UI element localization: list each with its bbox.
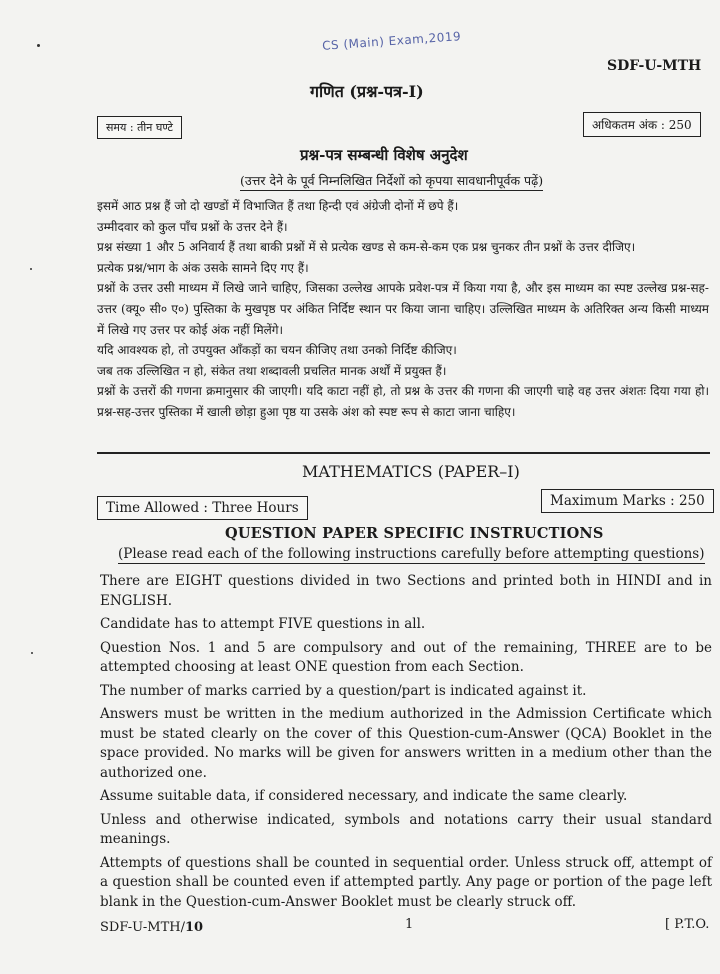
english-instruction: Unless and otherwise indicated, symbols and notations carry their usual standard meanings. <box>100 811 712 847</box>
hindi-max-marks-box: अधिकतम अंक : 250 <box>583 112 701 137</box>
page-number: 1 <box>405 917 414 932</box>
scan-speck <box>30 268 32 270</box>
english-time-box: Time Allowed : Three Hours <box>97 496 308 520</box>
english-title: MATHEMATICS (PAPER–I) <box>302 462 520 481</box>
hindi-instruction: यदि आवश्यक हो, तो उपयुक्त आँकड़ों का चयन कीजिए तथा उनको निर्दिष्ट कीजिए। <box>97 343 457 358</box>
exam-stamp: CS (Main) Exam,2019 <box>321 29 462 53</box>
english-subheading: (Please read each of the following instructions carefully before attempting questions) <box>118 546 705 562</box>
hindi-instruction: प्रत्येक प्रश्न/भाग के अंक उसके सामने दिए गए हैं। <box>97 260 309 275</box>
scan-speck <box>31 652 33 654</box>
english-instruction: There are EIGHT questions divided in two Sections and printed both in HINDI and in ENGLISH. <box>100 573 712 609</box>
english-instruction: Candidate has to attempt FIVE questions in all. <box>100 616 426 632</box>
hindi-instruction: प्रश्नों के उत्तरों की गणना क्रमानुसार की जाएगी। यदि काटा नहीं हो, तो प्रश्न के उत्तर की गणना की जाएगी चाहे वह उत्तर अंशतः दिया गया हो। प्रश्न-सह-उत्तर पुस्तिका में खाली छोड़ा हुआ पृष्ठ या उसके अंश को स्पष्ट रूप से काटा जाना चाहिए। <box>97 384 709 419</box>
section-divider <box>97 452 710 454</box>
paper-code: SDF-U-MTH <box>607 58 702 74</box>
english-instructions <box>100 572 712 916</box>
hindi-instruction: जब तक उल्लिखित न हो, संकेत तथा शब्दावली प्रचलित मानक अर्थों में प्रयुक्त हैं। <box>97 363 447 378</box>
hindi-instruction: प्रश्नों के उत्तर उसी माध्यम में लिखे जाने चाहिए, जिसका उल्लेख आपके प्रवेश-पत्र में किया गया है, और इस माध्यम का स्पष्ट उल्लेख प्रश्न-सह-उत्तर (क्यू० सी० ए०) पुस्तिका के मुखपृष्ठ पर अंकित निर्दिष्ट स्थान पर किया जाना चाहिए। उल्लिखित माध्यम के अतिरिक्त अन्य किसी माध्यम में लिखे गए उत्तर पर कोई अंक नहीं मिलेंगे। <box>97 281 709 337</box>
hindi-instruction: प्रश्न संख्या 1 और 5 अनिवार्य हैं तथा बाकी प्रश्नों में से प्रत्येक खण्ड से कम-से-कम एक प्रश्न चुनकर तीन प्रश्नों के उत्तर दीजिए। <box>97 240 636 255</box>
footer-code-prefix: SDF-U-MTH/ <box>100 920 185 935</box>
hindi-title: गणित (प्रश्न-पत्र-I) <box>310 82 424 101</box>
scan-speck <box>37 44 40 47</box>
english-instruction: Attempts of questions shall be counted in sequential order. Unless struck off, attempt of a question shall be counted even if attempted partly. Any page or portion of the page left blank in the Question-cum-Answer Booklet must be clearly struck off. <box>100 854 712 910</box>
english-instruction: Assume suitable data, if considered necessary, and indicate the same clearly. <box>100 788 628 804</box>
hindi-instruction: इसमें आठ प्रश्न हैं जो दो खण्डों में विभाजित हैं तथा हिन्दी एवं अंग्रेजी दोनों में छपे हैं। <box>97 199 459 213</box>
english-instruction: The number of marks carried by a question/part is indicated against it. <box>100 682 587 699</box>
footer-code-number: 10 <box>184 920 204 935</box>
english-max-marks-box: Maximum Marks : 250 <box>541 489 714 513</box>
footer-paper-code <box>100 920 203 935</box>
english-heading: QUESTION PAPER SPECIFIC INSTRUCTIONS <box>225 525 604 542</box>
english-instruction: Question Nos. 1 and 5 are compulsory and out of the remaining, THREE are to be attempted choosing at least ONE question from each Section. <box>100 639 712 675</box>
hindi-time-box: समय : तीन घण्टे <box>97 116 182 139</box>
hindi-instruction: उम्मीदवार को कुल पाँच प्रश्नों के उत्तर देने हैं। <box>97 219 288 234</box>
english-instruction: Answers must be written in the medium authorized in the Admission Certificate which must be stated clearly on the cover of this Question-cum-Answer (QCA) Booklet in the space provided. No marks will be given for answers written in a medium other than the authorized one. <box>100 706 712 781</box>
pto-label: [ P.T.O. <box>665 917 710 932</box>
hindi-heading: प्रश्न-पत्र सम्बन्धी विशेष अनुदेश <box>300 146 468 164</box>
hindi-subheading: (उत्तर देने के पूर्व निम्नलिखित निर्देशों को कृपया सावधानीपूर्वक पढ़ें) <box>240 172 543 191</box>
hindi-instructions <box>97 196 709 423</box>
